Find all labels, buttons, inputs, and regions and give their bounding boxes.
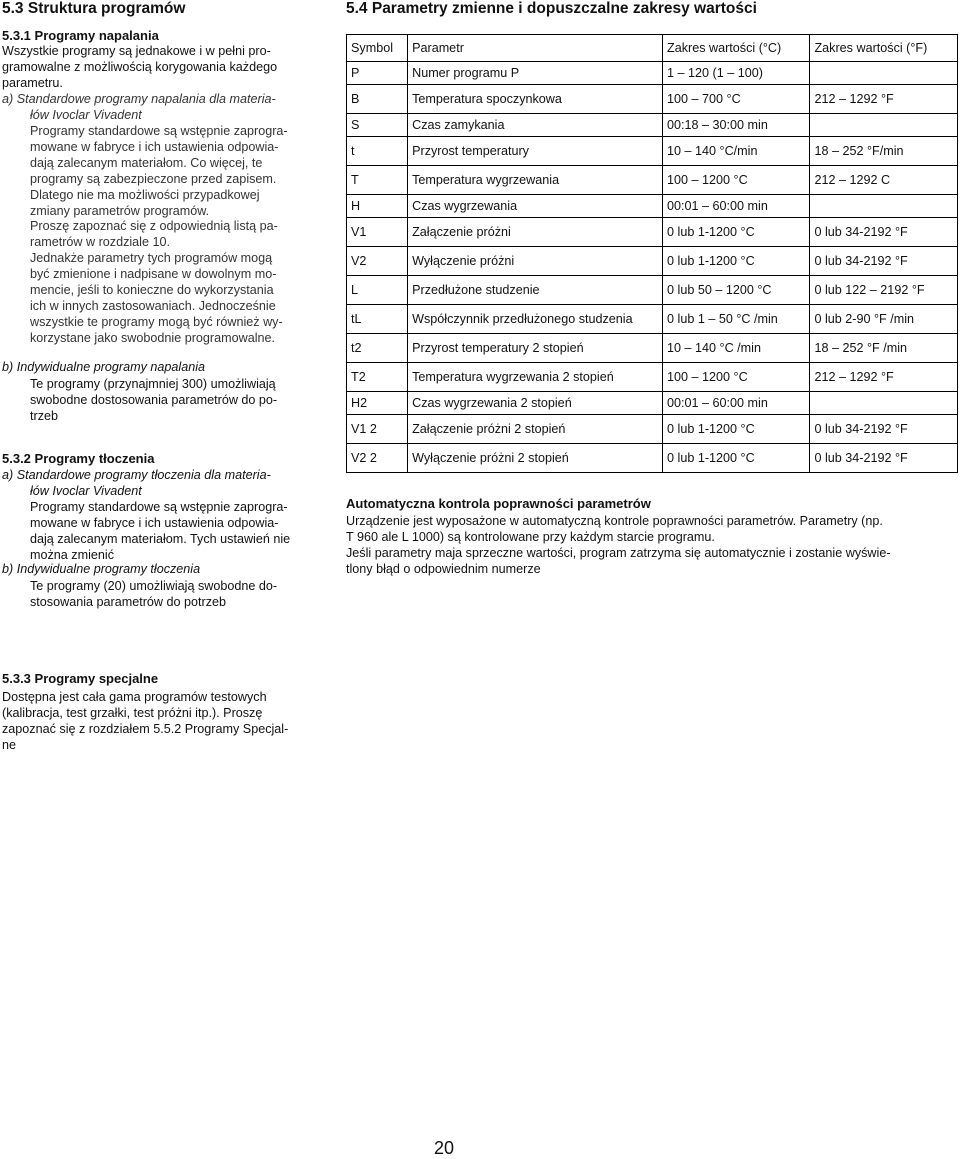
table-cell: Załączenie próżni bbox=[408, 218, 663, 247]
text-line: mencie, jeśli to konieczne do wykorzystania bbox=[30, 283, 274, 298]
text-line: swobodne dostosowania parametrów do po- bbox=[30, 392, 278, 407]
text-line: a) Standardowe programy tłoczenia dla materia- bbox=[2, 468, 271, 482]
section-5-3-2-title: 5.3.2 Programy tłoczenia bbox=[2, 451, 155, 466]
subsection-a-body bbox=[30, 124, 340, 347]
parameters-table bbox=[346, 34, 958, 473]
table-cell: L bbox=[347, 276, 408, 305]
table-cell: 0 lub 1-1200 °C bbox=[663, 415, 810, 444]
text-line: Programy standardowe są wstępnie zaprogra- bbox=[30, 124, 288, 138]
text-line: programy są zabezpieczone przed zapisem. bbox=[30, 171, 277, 186]
section-5-3-title: 5.3 Struktura programów bbox=[2, 0, 186, 17]
table-cell: 100 – 1200 °C bbox=[663, 166, 810, 195]
table-row bbox=[347, 276, 958, 305]
column-header-parameter: Parametr bbox=[408, 35, 663, 62]
table-cell bbox=[810, 62, 958, 85]
table-row bbox=[347, 137, 958, 166]
table-cell: S bbox=[347, 114, 408, 137]
column-header-range-c: Zakres wartości (°C) bbox=[663, 35, 810, 62]
subsection-532-a-heading bbox=[2, 468, 332, 500]
text-line: dają zalecanym materiałom. Co więcej, te bbox=[30, 155, 263, 170]
text-line: Te programy (przynajmniej 300) umożliwiają bbox=[30, 377, 276, 391]
table-cell: tL bbox=[347, 305, 408, 334]
table-cell: 0 lub 122 – 2192 °F bbox=[810, 276, 958, 305]
table-cell: 0 lub 34-2192 °F bbox=[810, 218, 958, 247]
table-row bbox=[347, 334, 958, 363]
table-cell: 100 – 700 °C bbox=[663, 85, 810, 114]
table-row bbox=[347, 195, 958, 218]
text-line: ich w innych zastosowaniach. Jednocześnie bbox=[30, 298, 276, 313]
table-cell: Współczynnik przedłużonego studzenia bbox=[408, 305, 663, 334]
text-line: łów Ivoclar Vivadent bbox=[30, 483, 142, 498]
table-cell: 212 – 1292 C bbox=[810, 166, 958, 195]
table-cell: 18 – 252 °F/min bbox=[810, 137, 958, 166]
text-line: rametrów w rozdziale 10. bbox=[30, 235, 170, 250]
text-line: wszystkie te programy mogą być również wy- bbox=[30, 314, 283, 329]
table-cell: 1 – 120 (1 – 100) bbox=[663, 62, 810, 85]
text-line: (kalibracja, test grzałki, test próżni itp.). Proszę bbox=[2, 705, 263, 720]
table-cell bbox=[810, 114, 958, 137]
table-cell: 0 lub 1-1200 °C bbox=[663, 247, 810, 276]
text-line: zapoznać się z rozdziałem 5.5.2 Programy Specjal- bbox=[2, 721, 289, 736]
table-cell: 0 lub 2-90 °F /min bbox=[810, 305, 958, 334]
text-line: tlony błąd o odpowiednim numerze bbox=[346, 561, 541, 576]
table-row bbox=[347, 247, 958, 276]
text-line: ne bbox=[2, 737, 17, 752]
table-cell: 00:18 – 30:00 min bbox=[663, 114, 810, 137]
table-cell: Numer programu P bbox=[408, 62, 663, 85]
text-line: trzeb bbox=[30, 408, 58, 423]
table-cell: 00:01 – 60:00 min bbox=[663, 392, 810, 415]
table-cell: V1 bbox=[347, 218, 408, 247]
table-cell: B bbox=[347, 85, 408, 114]
table-cell: 0 lub 34-2192 °F bbox=[810, 247, 958, 276]
text-line: a) Standardowe programy napalania dla materia- bbox=[2, 92, 276, 106]
table-cell: Temperatura wygrzewania bbox=[408, 166, 663, 195]
table-cell: 10 – 140 °C /min bbox=[663, 334, 810, 363]
auto-check-title: Automatyczna kontrola poprawności parametrów bbox=[346, 496, 651, 511]
table-cell: Załączenie próżni 2 stopień bbox=[408, 415, 663, 444]
text-line: Jeśli parametry maja sprzeczne wartości, program zatrzyma się automatycznie i zostanie wyświe- bbox=[346, 545, 891, 560]
table-cell bbox=[810, 195, 958, 218]
subsection-b-body bbox=[30, 377, 340, 425]
table-cell: 212 – 1292 °F bbox=[810, 363, 958, 392]
table-row bbox=[347, 218, 958, 247]
table-cell: 10 – 140 °C/min bbox=[663, 137, 810, 166]
table-row bbox=[347, 166, 958, 195]
text-line: Programy standardowe są wstępnie zaprogra- bbox=[30, 500, 288, 514]
table-cell: 00:01 – 60:00 min bbox=[663, 195, 810, 218]
table-row bbox=[347, 85, 958, 114]
subsection-532-b-heading: b) Indywidualne programy tłoczenia bbox=[2, 562, 201, 576]
table-cell: Czas wygrzewania 2 stopień bbox=[408, 392, 663, 415]
section-5-4-title: 5.4 Parametry zmienne i dopuszczalne zakresy wartości bbox=[346, 0, 757, 17]
table-cell: Wyłączenie próżni 2 stopień bbox=[408, 444, 663, 473]
table-row bbox=[347, 415, 958, 444]
text-line: dają zalecanym materiałom. Tych ustawień nie bbox=[30, 531, 291, 546]
table-row bbox=[347, 62, 958, 85]
text-line: łów Ivoclar Vivadent bbox=[30, 107, 142, 122]
column-header-range-f: Zakres wartości (°F) bbox=[810, 35, 958, 62]
table-cell: Temperatura wygrzewania 2 stopień bbox=[408, 363, 663, 392]
table-cell: Wyłączenie próżni bbox=[408, 247, 663, 276]
table-cell: t bbox=[347, 137, 408, 166]
text-line: Jednakże parametry tych programów mogą bbox=[30, 251, 273, 266]
text-line: Wszystkie programy są jednakowe i w pełni pro- bbox=[2, 44, 271, 58]
table-row bbox=[347, 114, 958, 137]
table-cell: 212 – 1292 °F bbox=[810, 85, 958, 114]
text-line: mowane w fabryce i ich ustawienia odpowia- bbox=[30, 515, 279, 530]
page-number: 20 bbox=[434, 1138, 455, 1158]
table-cell: Przyrost temperatury bbox=[408, 137, 663, 166]
text-line: Dostępna jest cała gama programów testowych bbox=[2, 690, 267, 704]
table-cell: 100 – 1200 °C bbox=[663, 363, 810, 392]
table-cell bbox=[810, 392, 958, 415]
subsection-b-heading: b) Indywidualne programy napalania bbox=[2, 360, 206, 374]
table-cell: H2 bbox=[347, 392, 408, 415]
section-5-3-1-text bbox=[2, 44, 322, 92]
auto-check-text bbox=[346, 514, 946, 578]
table-cell: P bbox=[347, 62, 408, 85]
table-header-row bbox=[347, 35, 958, 62]
table-row bbox=[347, 392, 958, 415]
text-line: mowane w fabryce i ich ustawienia odpowia- bbox=[30, 139, 279, 154]
subsection-a-heading bbox=[2, 92, 332, 124]
table-row bbox=[347, 363, 958, 392]
text-line: Dlatego nie ma możliwości przypadkowej bbox=[30, 187, 260, 202]
table-row bbox=[347, 305, 958, 334]
subsection-532-a-body bbox=[30, 500, 340, 564]
section-5-3-3-title: 5.3.3 Programy specjalne bbox=[2, 671, 159, 686]
table-cell: 0 lub 1-1200 °C bbox=[663, 218, 810, 247]
table-cell: Przyrost temperatury 2 stopień bbox=[408, 334, 663, 363]
text-line: stosowania parametrów do potrzeb bbox=[30, 594, 227, 609]
table-cell: 0 lub 34-2192 °F bbox=[810, 415, 958, 444]
table-row bbox=[347, 444, 958, 473]
table-cell: H bbox=[347, 195, 408, 218]
table-cell: t2 bbox=[347, 334, 408, 363]
text-line: T 960 ale L 1000) są kontrolowane przy każdym starcie programu. bbox=[346, 529, 715, 544]
table-cell: 0 lub 50 – 1200 °C bbox=[663, 276, 810, 305]
table-cell: Czas wygrzewania bbox=[408, 195, 663, 218]
text-line: parametru. bbox=[2, 75, 63, 90]
text-line: Proszę zapoznać się z odpowiednią listą pa- bbox=[30, 219, 278, 234]
table-cell: 0 lub 1-1200 °C bbox=[663, 444, 810, 473]
table-cell: 0 lub 34-2192 °F bbox=[810, 444, 958, 473]
text-line: można zmienić bbox=[30, 547, 114, 562]
text-line: być zmienione i nadpisane w dowolnym mo- bbox=[30, 267, 277, 282]
table-cell: 18 – 252 °F /min bbox=[810, 334, 958, 363]
section-5-3-1-title: 5.3.1 Programy napalania bbox=[2, 28, 159, 43]
table-cell: T bbox=[347, 166, 408, 195]
text-line: zmiany parametrów programów. bbox=[30, 203, 210, 218]
table-cell: V2 bbox=[347, 247, 408, 276]
column-header-symbol: Symbol bbox=[347, 35, 408, 62]
table-cell: T2 bbox=[347, 363, 408, 392]
text-line: Urządzenie jest wyposażone w automatyczną kontrole poprawności parametrów. Parametry (np. bbox=[346, 514, 883, 528]
table-cell: Przedłużone studzenie bbox=[408, 276, 663, 305]
table-cell: Temperatura spoczynkowa bbox=[408, 85, 663, 114]
subsection-532-b-body bbox=[30, 579, 340, 611]
text-line: korzystane jako swobodnie programowalne. bbox=[30, 330, 276, 345]
text-line: gramowalne z możliwością korygowania każdego bbox=[2, 59, 278, 74]
text-line: Te programy (20) umożliwiają swobodne do- bbox=[30, 579, 278, 593]
table-cell: V1 2 bbox=[347, 415, 408, 444]
section-5-3-3-text bbox=[2, 690, 322, 754]
table-cell: Czas zamykania bbox=[408, 114, 663, 137]
table-cell: V2 2 bbox=[347, 444, 408, 473]
table-cell: 0 lub 1 – 50 °C /min bbox=[663, 305, 810, 334]
